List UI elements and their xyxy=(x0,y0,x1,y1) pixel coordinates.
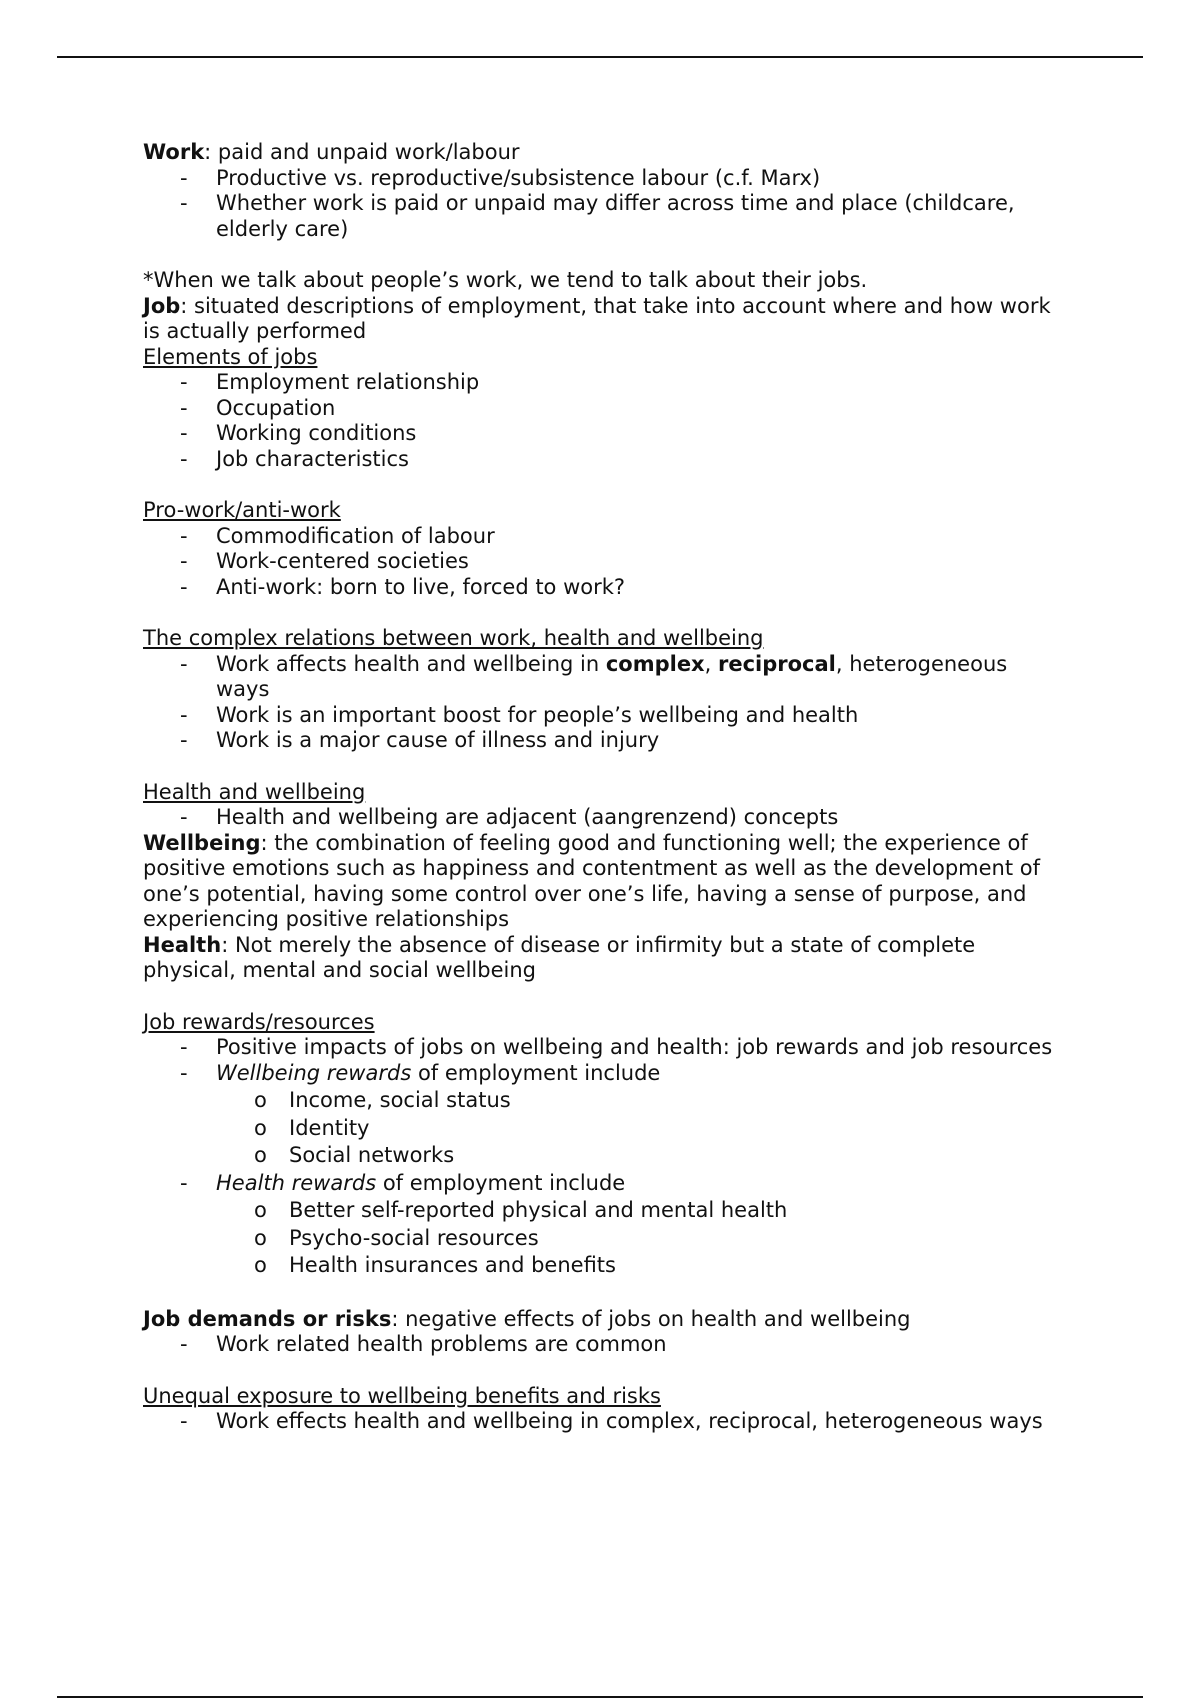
section-heading: Job rewards/resources xyxy=(143,1009,375,1034)
list-item: - Work-centered societies xyxy=(180,549,469,573)
sub-list-item: o Health insurances and benefits xyxy=(254,1253,616,1277)
list-item: - Commodification of labour xyxy=(180,523,495,548)
list-item: - Occupation xyxy=(180,395,336,420)
list-item: - Wellbeing rewards of employment include xyxy=(180,1060,661,1085)
list-item: - Job characteristics xyxy=(180,446,409,471)
work-definition: Work: paid and unpaid work/labour xyxy=(143,140,520,164)
section-heading: Health and wellbeing xyxy=(143,779,366,804)
sub-list-item: o Identity xyxy=(254,1115,370,1140)
list-item: - Productive vs. reproductive/subsistence labour (c.f. Marx) xyxy=(180,165,821,190)
list-item: - Work is a major cause of illness and injury xyxy=(180,728,660,752)
list-item: - Working conditions xyxy=(180,421,417,445)
top-rule xyxy=(57,56,1143,58)
wellbeing-definition: Wellbeing: the combination of feeling good and functioning well; the experience of positive emotions such as happiness and contentment as well as the development of one’s potential, having some control over one’s life, having a sense of purpose, and experiencing positive relationships xyxy=(143,830,1041,931)
sub-list-item: o Social networks xyxy=(254,1143,455,1167)
work-term: Work xyxy=(143,140,205,164)
section-heading: The complex relations between work, health and wellbeing xyxy=(143,626,764,650)
list-item: - Health and wellbeing are adjacent (aangrenzend) concepts xyxy=(180,805,839,829)
section-heading: Unequal exposure to wellbeing benefits and risks xyxy=(143,1383,661,1408)
bottom-rule xyxy=(57,1696,1143,1698)
note-text: *When we talk about people’s work, we tend to talk about their jobs. xyxy=(143,268,868,292)
list-item: - Work related health problems are common xyxy=(180,1332,667,1356)
sub-list-item: o Better self-reported physical and mental health xyxy=(254,1198,788,1222)
demands-definition: Job demands or risks: negative effects of jobs on health and wellbeing xyxy=(143,1306,911,1331)
health-definition: Health: Not merely the absence of disease or infirmity but a state of complete physical, mental and social wellbeing xyxy=(143,932,976,982)
list-item: - Work effects health and wellbeing in complex, reciprocal, heterogeneous ways xyxy=(180,1409,1043,1433)
sub-list-item: o Psycho-social resources xyxy=(254,1225,539,1250)
job-definition: Job: situated descriptions of employment, that take into account where and how work is actually performed xyxy=(143,293,1051,343)
list-item: - Positive impacts of jobs on wellbeing and health: job rewards and job resources xyxy=(180,1035,1053,1059)
list-item: - Employment relationship xyxy=(180,370,480,394)
section-heading: Pro-work/anti-work xyxy=(143,498,341,522)
list-item: - Work affects health and wellbeing in complex, reciprocal, heterogeneous ways xyxy=(180,651,1008,701)
document-body xyxy=(143,140,1063,1435)
list-item: - Anti-work: born to live, forced to work? xyxy=(180,574,626,599)
list-item: - Whether work is paid or unpaid may differ across time and place (childcare, elderly care) xyxy=(180,191,1015,241)
list-item: - Work is an important boost for people’s wellbeing and health xyxy=(180,702,859,727)
list-item: - Health rewards of employment include xyxy=(180,1170,626,1195)
section-heading: Elements of jobs xyxy=(143,344,318,369)
sub-list-item: o Income, social status xyxy=(254,1088,511,1112)
